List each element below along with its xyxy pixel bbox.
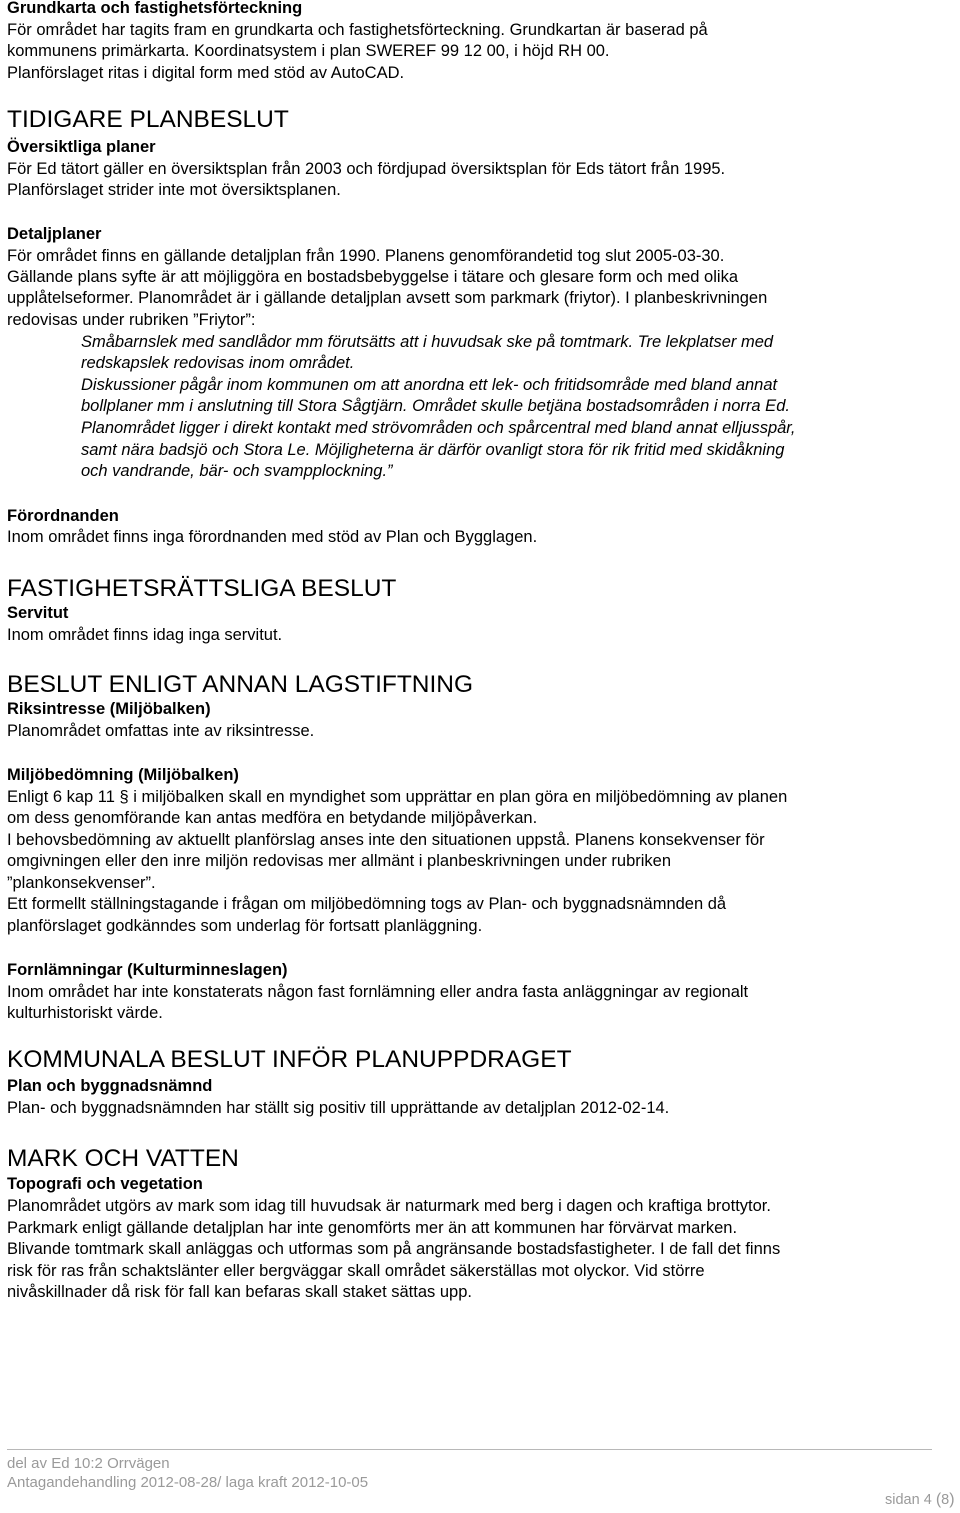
- forordnanden-text: Inom området finns inga förordnanden med stöd av Plan och Bygglagen.: [7, 528, 538, 546]
- riks-text: Planområdet omfattas inte av riksintresse.: [7, 722, 315, 740]
- grundkarta-heading: Grundkarta och fastighetsförteckning: [7, 0, 303, 17]
- miljo-line-6: Ett formellt ställningstagande i frågan om miljöbedömning togs av Plan- och byggnadsnämnden då: [7, 895, 727, 913]
- forn-heading: Fornlämningar (Kulturminneslagen): [7, 961, 288, 979]
- topo-line-5: nivåskillnader då risk för fall kan befaras skall staket sättas upp.: [7, 1283, 472, 1301]
- footer-divider: [7, 1449, 932, 1450]
- servitut-heading: Servitut: [7, 604, 69, 622]
- topo-line-3: Blivande tomtmark skall anläggas och utformas som på angränsande bostadsfastigheter. I de fall det finns: [7, 1240, 781, 1258]
- quote-line-2: redskapslek redovisas inom området.: [81, 354, 355, 372]
- grundkarta-line-1: För området har tagits fram en grundkarta och fastighetsförteckning. Grundkartan är baserad på: [7, 21, 708, 39]
- topo-line-4: risk för ras från schaktslänter eller bergväggar skall området säkerställas mot olyckor. Vid större: [7, 1262, 705, 1280]
- miljo-line-4: omgivningen eller den inre miljön redovisas mer allmänt i planbeskrivningen under rubriken: [7, 852, 672, 870]
- oversikt-line-2: Planförslaget strider inte mot översiktsplanen.: [7, 181, 341, 199]
- miljo-line-2: om dess genomförande kan antas medföra en betydande miljöpåverkan.: [7, 809, 538, 827]
- footer-line-2: Antagandehandling 2012-08-28/ laga kraft 2012-10-05: [7, 1474, 369, 1491]
- quote-line-5: Planområdet ligger i direkt kontakt med strövområden och spårcentral med bland annat elljusspår,: [81, 419, 796, 437]
- oversikt-line-1: För Ed tätort gäller en översiktsplan från 2003 och fördjupad översiktsplan för Eds tätort från 1995.: [7, 160, 726, 178]
- miljo-line-3: I behovsbedömning av aktuellt planförslag anses inte den situationen uppstå. Planens konsekvenser för: [7, 831, 765, 849]
- oversikt-heading: Översiktliga planer: [7, 138, 156, 156]
- grundkarta-line-3: Planförslaget ritas i digital form med stöd av AutoCAD.: [7, 64, 405, 82]
- riks-heading: Riksintresse (Miljöbalken): [7, 700, 211, 718]
- page-current: 4: [923, 1492, 932, 1508]
- page-total: 8: [941, 1492, 950, 1508]
- quote-line-4: bollplaner mm i anslutning till Stora Sågtjärn. Området skulle betjäna bostadsområden i norra Ed.: [81, 397, 790, 415]
- section-title-mark: MARK OCH VATTEN: [7, 1145, 239, 1172]
- quote-line-7: och vandrande, bär- och svampplockning.”: [81, 462, 393, 480]
- quote-line-6: samt nära badsjö och Stora Le. Möjligheterna är därför ovanligt stora för rik fritid med skidåkning: [81, 441, 785, 459]
- topo-heading: Topografi och vegetation: [7, 1175, 203, 1193]
- topo-line-2: Parkmark enligt gällande detaljplan har inte genomförts mer än att kommunen har förvärvat marken.: [7, 1219, 738, 1237]
- namnd-text: Plan- och byggnadsnämnden har ställt sig positiv till upprättande av detaljplan 2012-02-14.: [7, 1099, 670, 1117]
- grundkarta-line-2: kommunens primärkarta. Koordinatsystem i plan SWEREF 99 12 00, i höjd RH 00.: [7, 42, 610, 60]
- page-label: sidan: [885, 1492, 920, 1508]
- miljo-heading: Miljöbedömning (Miljöbalken): [7, 766, 239, 784]
- section-title-tidigare: TIDIGARE PLANBESLUT: [7, 106, 289, 133]
- miljo-line-7: planförslaget godkänndes som underlag för fortsatt planläggning.: [7, 917, 483, 935]
- namnd-heading: Plan och byggnadsnämnd: [7, 1077, 213, 1095]
- miljo-line-1: Enligt 6 kap 11 § i miljöbalken skall en myndighet som upprättar en plan göra en miljöbedömning av planen: [7, 788, 788, 806]
- detalj-line-3: upplåtelseformer. Planområdet är i gällande detaljplan avsett som parkmark (friytor). I planbeskrivningen: [7, 289, 768, 307]
- page-open-paren: (: [935, 1491, 942, 1508]
- detalj-line-1: För området finns en gällande detaljplan från 1990. Planens genomförandetid tog slut 2005-03-30.: [7, 247, 725, 265]
- page-close-paren: ): [949, 1491, 955, 1508]
- section-title-kommunala: KOMMUNALA BESLUT INFÖR PLANUPPDRAGET: [7, 1046, 572, 1073]
- section-title-fastighet: FASTIGHETSRÄTTSLIGA BESLUT: [7, 575, 397, 602]
- quote-line-3: Diskussioner pågår inom kommunen om att anordna ett lek- och fritidsområde med bland annat: [81, 376, 778, 394]
- topo-line-1: Planområdet utgörs av mark som idag till huvudsak är naturmark med berg i dagen och kraftiga brottytor.: [7, 1197, 771, 1215]
- servitut-text: Inom området finns idag inga servitut.: [7, 626, 283, 644]
- footer-line-1: del av Ed 10:2 Orrvägen: [7, 1455, 170, 1472]
- forordnanden-heading: Förordnanden: [7, 507, 119, 525]
- miljo-line-5: ”plankonsekvenser”.: [7, 874, 156, 892]
- forn-line-2: kulturhistoriskt värde.: [7, 1004, 163, 1022]
- page-number: [885, 1492, 955, 1508]
- detalj-heading: Detaljplaner: [7, 225, 102, 243]
- forn-line-1: Inom området har inte konstaterats någon fast fornlämning eller andra fasta anläggningar av regionalt: [7, 983, 749, 1001]
- quote-line-1: Småbarnslek med sandlådor mm förutsätts att i huvudsak ske på tomtmark. Tre lekplatser med: [81, 333, 774, 351]
- detalj-line-2: Gällande plans syfte är att möjliggöra en bostadsbebyggelse i tätare och glesare form och med olika: [7, 268, 738, 286]
- section-title-annan: BESLUT ENLIGT ANNAN LAGSTIFTNING: [7, 671, 474, 698]
- detalj-line-4: redovisas under rubriken ”Friytor”:: [7, 311, 256, 329]
